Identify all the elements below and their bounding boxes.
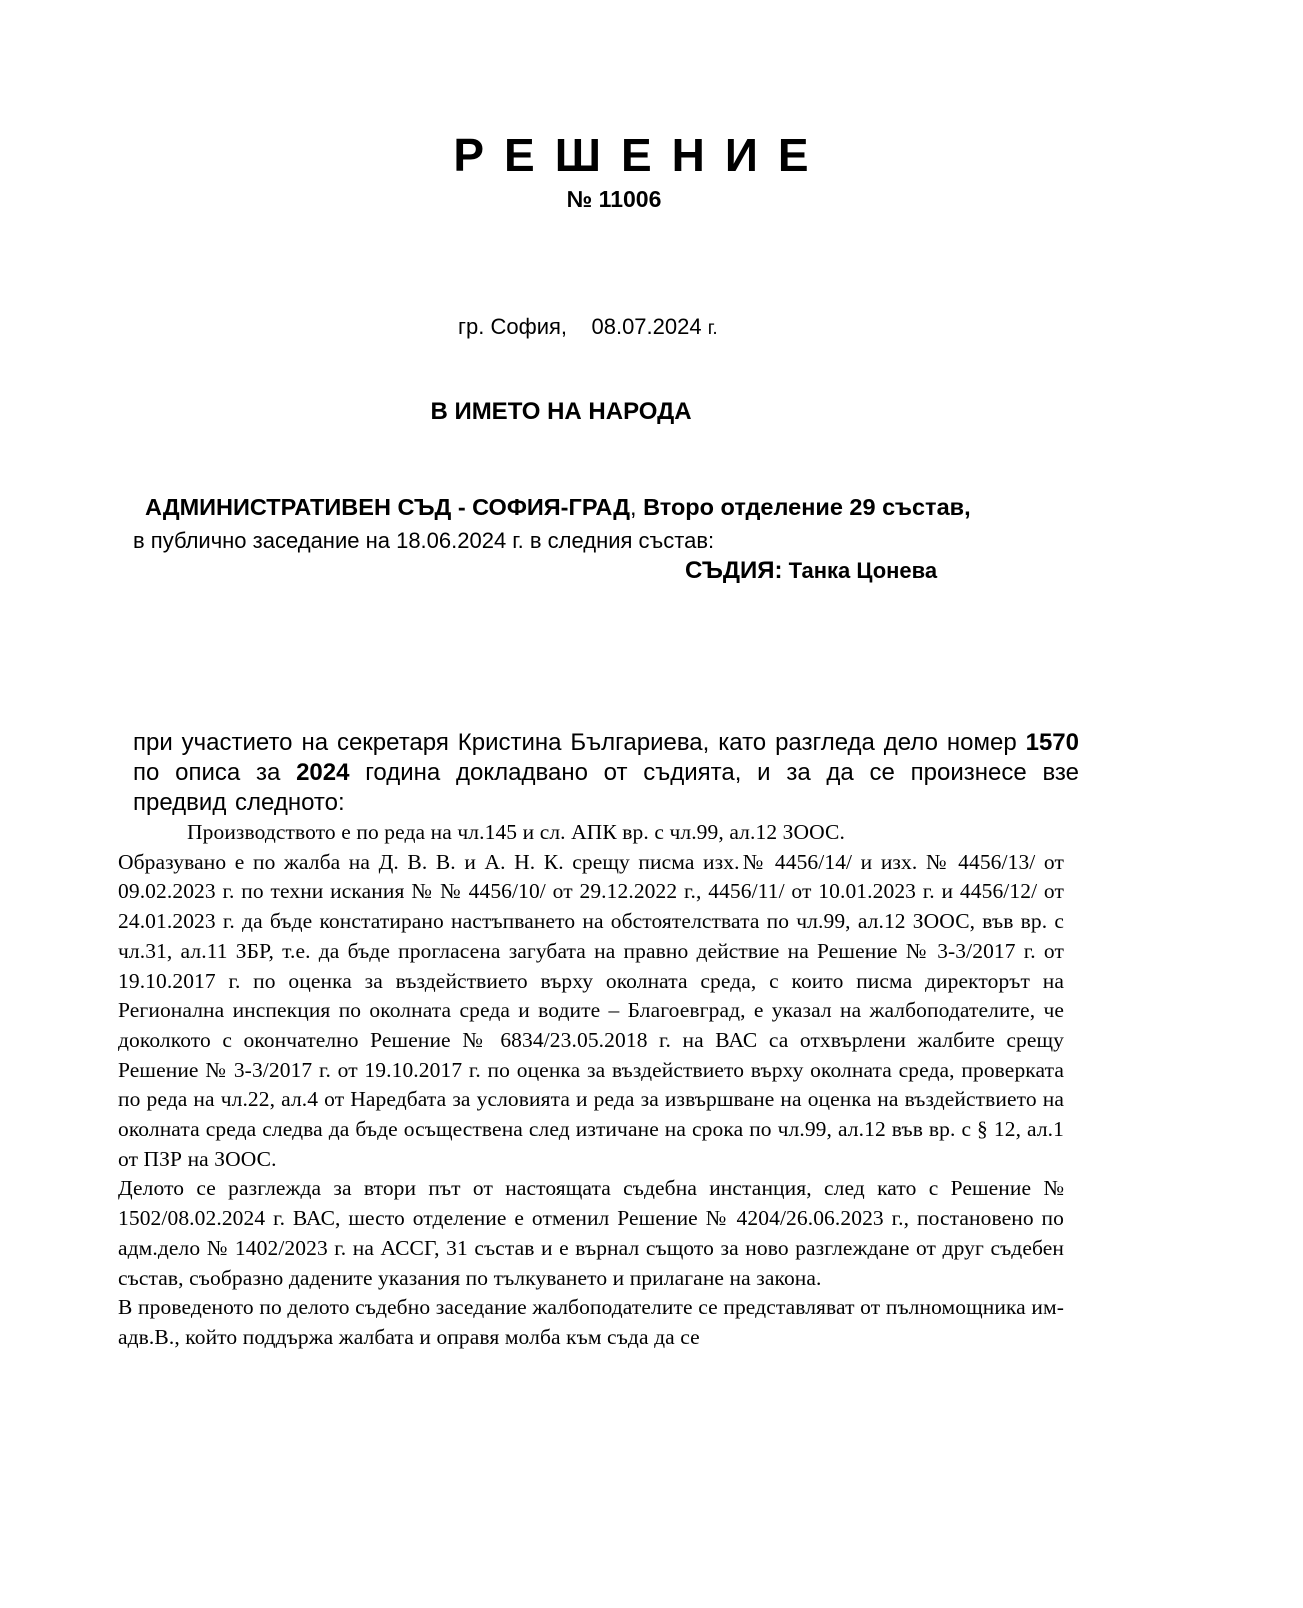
date-suffix: г. [707,318,718,339]
intro-paragraph [133,728,1079,818]
body-text [118,818,1064,1353]
judge-role: СЪДИЯ: [685,557,783,584]
court-separator: , [630,494,637,520]
session-line: в публично заседание на 18.06.2024 г. в следния състав: [133,528,715,553]
document-title: РЕШЕНИЕ [453,129,829,181]
paragraph-proceedings: Производството е по реда на чл.145 и сл. АПК вр. с чл.99, ал.12 ЗООС. [187,820,845,844]
city: гр. София, [458,314,568,339]
intro-text-2: по описа за [133,759,297,786]
case-number: 1570 [1025,729,1079,756]
court-name: АДМИНИСТРАТИВЕН СЪД - СОФИЯ-ГРАД [145,494,631,520]
decision-number: № 11006 [566,186,662,212]
case-year: 2024 [296,759,350,786]
court-line [145,494,971,521]
paragraph-hearing: В проведеното по делото съдебно заседание жалбоподателите се представляват от пълномощника им- адв.В., който поддържа жалбата и оправя молба към съда да се [118,1295,1064,1349]
intro-text-1: при участието на секретаря Кристина Българиева, като разгледа дело номер [133,729,1026,756]
judge-line [685,557,937,585]
in-the-name-of-the-people: В ИМЕТО НА НАРОДА [430,398,692,425]
paragraph-retrial: Делото се разглежда за втори път от настоящата съдебна инстанция, след като с Решение № 1502/08.02.2024 г. ВАС, шесто отделение е отменил Решение № 4204/26.06.2023 г., постановено по адм.дело № 1402/2023 г. на АССГ, 31 състав и е върнал същото за ново разглеждане от друг съдебен състав, съобразно дадените указания по тълкуването и прилагане на закона. [118,1176,1064,1290]
paragraph-complaint: Образувано е по жалба на Д. В. В. и А. Н. К. срещу писма изх.№ 4456/14/ и изх. № 4456/13/ от 09.02.2023 г. по техни искания № № 4456/10/ от 29.12.2022 г., 4456/11/ от 10.01.2023 г. и 4456/12/ от 24.01.2023 г. да бъде констатирано настъпването на обстоятелствата по чл.99, ал.12 ЗООС, във вр. с чл.31, ал.11 ЗБР, т.е. да бъде прогласена загубата на правно действие на Решение № 3-3/2017 г. от 19.10.2017 г. по оценка за въздействието върху околната среда, с които писма директорът на Регионална инспекция по околната среда и водите – Благоевград, е указал на жалбоподателите, че доколкото с окончателно Решение № 6834/23.05.2018 г. на ВАС са отхвърлени жалбите срещу Решение № 3-3/2017 г. от 19.10.2017 г. по оценка за въздействието върху околната среда, проверката по реда на чл.22, ал.4 от Наредбата за условията и реда за извършване на оценка на въздействието на околната среда следва да бъде осъществена след изтичане на срока по чл.99, ал.12 във вр. с § 12, ал.1 от ПЗР на ЗООС. [118,849,1064,1171]
intro-text-3: година докладвано от съдията, и за да се произнесе взе предвид следното: [133,759,1080,816]
date: 08.07.2024 [591,314,702,339]
court-division: Второ отделение 29 състав, [636,494,971,520]
place-date [458,314,718,340]
judge-name: Танка Цонева [782,558,938,583]
